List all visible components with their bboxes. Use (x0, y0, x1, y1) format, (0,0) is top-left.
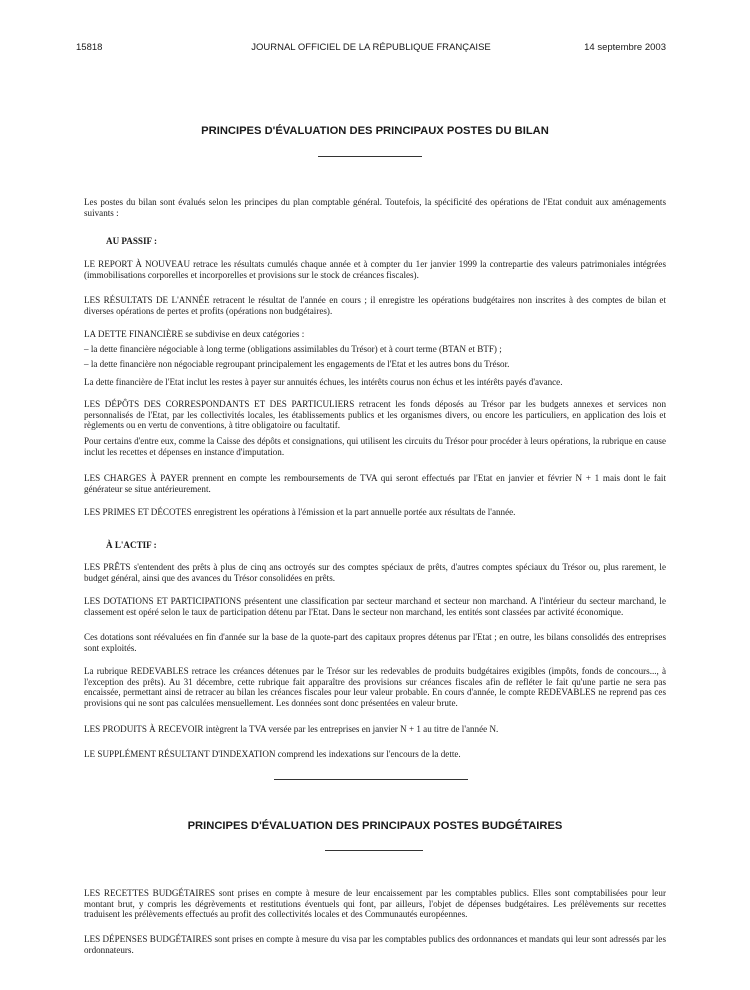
section-title-bilan: PRINCIPES D'ÉVALUATION DES PRINCIPAUX POSTES DU BILAN (201, 125, 549, 137)
depots-paragraph: LES DÉPÔTS DES CORRESPONDANTS ET DES PARTICULIERS retracent les fonds déposés au Trésor par les budgets annexes et services non personnalisés de l'Etat, par les collectivités locales, les établissements publics et les organismes divers, ou encore les particuliers, en application des lois et règlements ou en vertu de conventions, à titre obligatoire ou facultatif. (84, 399, 666, 431)
report-paragraph: LE REPORT À NOUVEAU retrace les résultats cumulés chaque année et à compter du 1er janvier 1999 la contrepartie des valeurs patrimoniales intégrées (immobilisations corporelles et incorporelles et provisions sur le stock de créances fiscales). (84, 259, 666, 280)
dette-item-negociable: – la dette financière négociable à long terme (obligations assimilables du Trésor) et à court terme (BTAN et BTF) ; (84, 344, 502, 354)
depenses-paragraph: LES DÉPENSES BUDGÉTAIRES sont prises en compte à mesure du visa par les comptables publics des ordonnances et mandats qui leur sont adressés par les ordonnateurs. (84, 934, 666, 955)
section-divider (274, 779, 468, 780)
dette-intro: LA DETTE FINANCIÈRE se subdivise en deux catégories : (84, 329, 305, 339)
redevables-paragraph: La rubrique REDEVABLES retrace les créances détenues par le Trésor sur les redevables de produits budgétaires exigibles (impôts, fonds de concours..., à l'exception des prêts). Au 31 décembre, cette rubrique fait apparaître des provisions sur créances fiscales afin de refléter le fait qu'une partie ne sera pas encaissée, permettant ainsi de retracer au bilan les créances fiscales pour leur valeur probable. En cours d'année, le compte REDEVABLES ne reprend pas ces provisions qui ne sont pas calculées mensuellement. Les données sont donc présentées en valeur brute. (84, 666, 666, 708)
charges-paragraph: LES CHARGES À PAYER prennent en compte les remboursements de TVA qui seront effectués par l'Etat en janvier et février N + 1 mais dont le fait générateur se situe antérieurement. (84, 473, 666, 494)
page-number: 15818 (76, 42, 103, 53)
produits-paragraph: LES PRODUITS À RECEVOIR intègrent la TVA versée par les entreprises en janvier N + 1 au titre de l'année N. (84, 724, 499, 734)
section-title-budgetaires: PRINCIPES D'ÉVALUATION DES PRINCIPAUX POSTES BUDGÉTAIRES (187, 820, 563, 832)
page-header (76, 42, 666, 56)
intro-paragraph: Les postes du bilan sont évalués selon les principes du plan comptable général. Toutefois, la spécificité des opérations de l'Etat conduit aux aménagements suivants : (84, 197, 666, 218)
dotations-note: Ces dotations sont réévaluées en fin d'année sur la base de la quote-part des capitaux propres détenus par l'Etat ; en outre, les bilans consolidés des entreprises sont exploités. (84, 632, 666, 653)
actif-heading: À L'ACTIF : (106, 540, 157, 550)
dette-note: La dette financière de l'Etat inclut les restes à payer sur annuités échues, les intérêts courus non échus et les intérêts payés d'avance. (84, 377, 563, 387)
title-divider (318, 156, 422, 157)
passif-heading: AU PASSIF : (106, 236, 158, 246)
dotations-paragraph: LES DOTATIONS ET PARTICIPATIONS présentent une classification par secteur marchand et secteur non marchand. A l'intérieur du secteur marchand, le classement est opéré selon le taux de participation détenu par l'Etat. Dans le secteur non marchand, les entités sont classées par activité économique. (84, 596, 666, 617)
publication-date: 14 septembre 2003 (584, 42, 666, 53)
depots-note: Pour certains d'entre eux, comme la Caisse des dépôts et consignations, qui utilisent les circuits du Trésor pour procéder à leurs opérations, la rubrique en cause inclut les recettes et dépenses en instance d'imputation. (84, 436, 666, 457)
dette-item-non-negociable: – la dette financière non négociable regroupant principalement les engagements de l'Etat et les autres bons du Trésor. (84, 359, 510, 369)
supplement-paragraph: LE SUPPLÉMENT RÉSULTANT D'INDEXATION comprend les indexations sur l'encours de la dette. (84, 749, 461, 759)
resultats-paragraph: LES RÉSULTATS DE L'ANNÉE retracent le résultat de l'année en cours ; il enregistre les opérations budgétaires non inscrites à des comptes de bilan et diverses opérations de pertes et profits (opérations non budgétaires). (84, 295, 666, 316)
prets-paragraph: LES PRÊTS s'entendent des prêts à plus de cinq ans octroyés sur des comptes spéciaux de prêts, d'autres comptes spéciaux du Trésor ou, plus rarement, le budget général, ainsi que des avances du Trésor consolidées en prêts. (84, 562, 666, 583)
title-divider (325, 850, 423, 851)
journal-title: JOURNAL OFFICIEL DE LA RÉPUBLIQUE FRANÇAISE (251, 42, 491, 53)
recettes-paragraph: LES RECETTES BUDGÉTAIRES sont prises en compte à mesure de leur encaissement par les comptables publics. Elles sont comptabilisées pour leur montant brut, y compris les dégrèvements et restitutions éventuels qui font, par ailleurs, l'objet de dépenses budgétaires. Les prélèvements sur recettes traduisent les prélèvements effectués au profit des collectivités locales et des Communautés européennes. (84, 888, 666, 920)
primes-paragraph: LES PRIMES ET DÉCOTES enregistrent les opérations à l'émission et la part annuelle portée aux résultats de l'année. (84, 507, 516, 517)
